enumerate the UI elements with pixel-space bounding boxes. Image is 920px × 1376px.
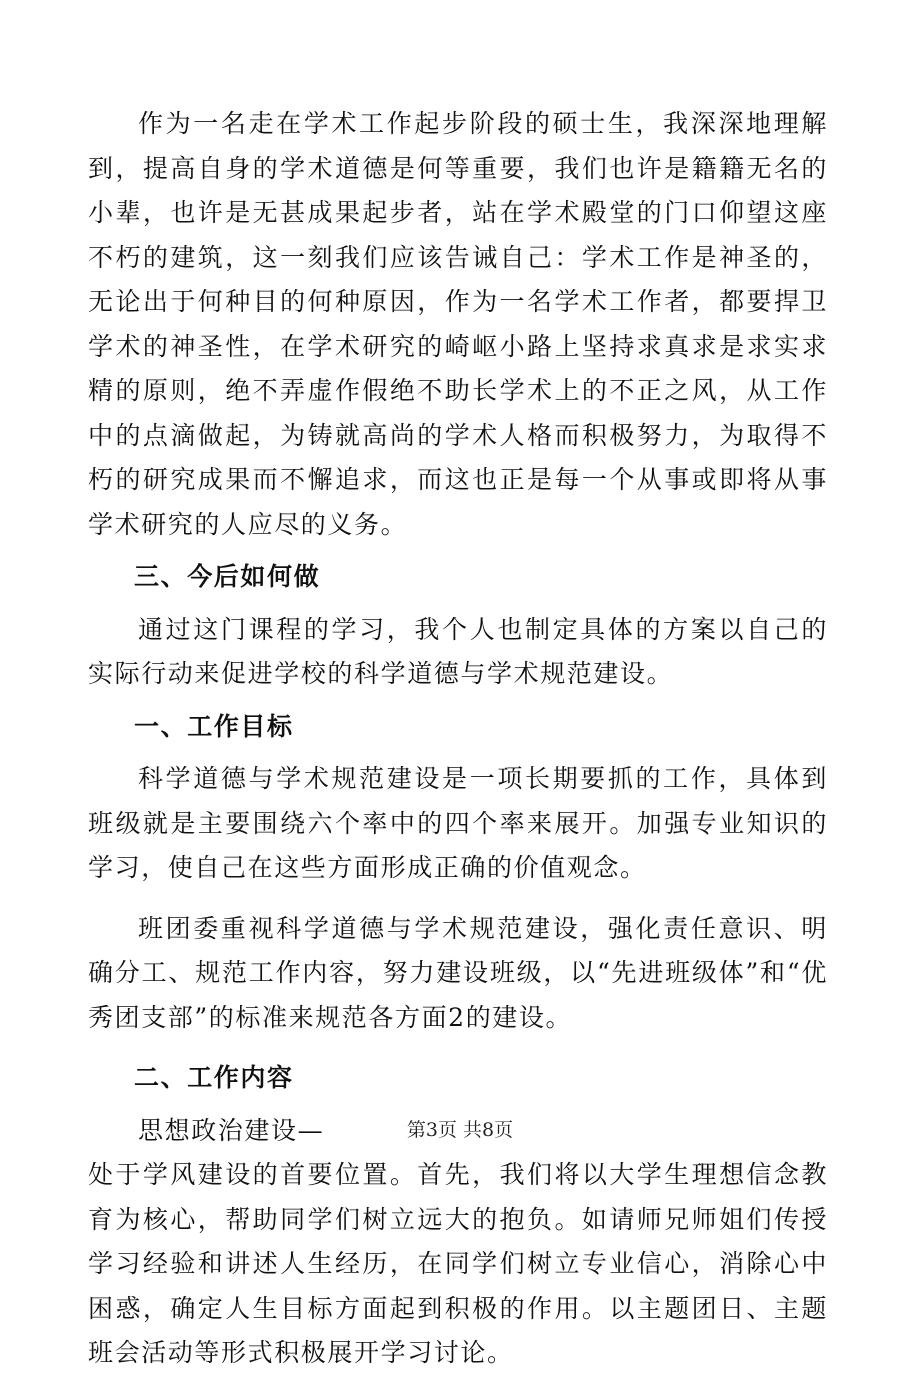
section-heading-work-content: 二、工作内容 [134, 1063, 294, 1092]
paragraph-class-committee: 班团委重视科学道德与学术规范建设，强化责任意识、明确分工、规范工作内容，努力建设班级，以“先进班级体”和“优秀团支部”的标准来规范各方面2的建设。 [88, 913, 828, 1032]
page-number-footer: 第3页 共8页 [406, 1119, 514, 1141]
section-heading-future-actions: 三、今后如何做 [134, 562, 321, 591]
paragraph-course-plan: 通过这门课程的学习，我个人也制定具体的方案以自己的实际行动来促进学校的科学道德与学术规范建设。 [88, 614, 828, 688]
paragraph-political-construction-body: 处于学风建设的首要位置。首先，我们将以大学生理想信念教育为核心，帮助同学们树立远大的抱负。如请师兄师姐们传授学习经验和讲述人生经历，在同学们树立专业信心，消除心中困惑，确定人生目标方面起到积极的作用。以主题团日、主题班会活动等形式积极展开学习讨论。 [88, 1160, 828, 1367]
paragraph-academic-ethics: 作为一名走在学术工作起步阶段的硕士生，我深深地理解到，提高自身的学术道德是何等重要，我们也许是籍籍无名的小辈，也许是无甚成果起步者，站在学术殿堂的门口仰望这座不朽的建筑，这一刻我们应该告诫自己：学术工作是神圣的，无论出于何种目的何种原因，作为一名学术工作者，都要捍卫学术的神圣性，在学术研究的崎岖小路上坚持求真求是求实求精的原则，绝不弄虚作假绝不助长学术上的不正之风，从工作中的点滴做起，为铸就高尚的学术人格而积极努力，为取得不朽的研究成果而不懈追求，而这也正是每一个从事或即将从事学术研究的人应尽的义务。 [88, 109, 828, 539]
document-body [88, 102, 828, 1376]
section-heading-work-goals: 一、工作目标 [134, 711, 294, 741]
paragraph-political-construction-title: 思想政治建设— [138, 1115, 325, 1145]
paragraph-work-goals: 科学道德与学术规范建设是一项长期要抓的工作，具体到班级就是主要围绕六个率中的四个率来展开。加强专业知识的学习，使自己在这些方面形成正确的价值观念。 [88, 764, 828, 882]
